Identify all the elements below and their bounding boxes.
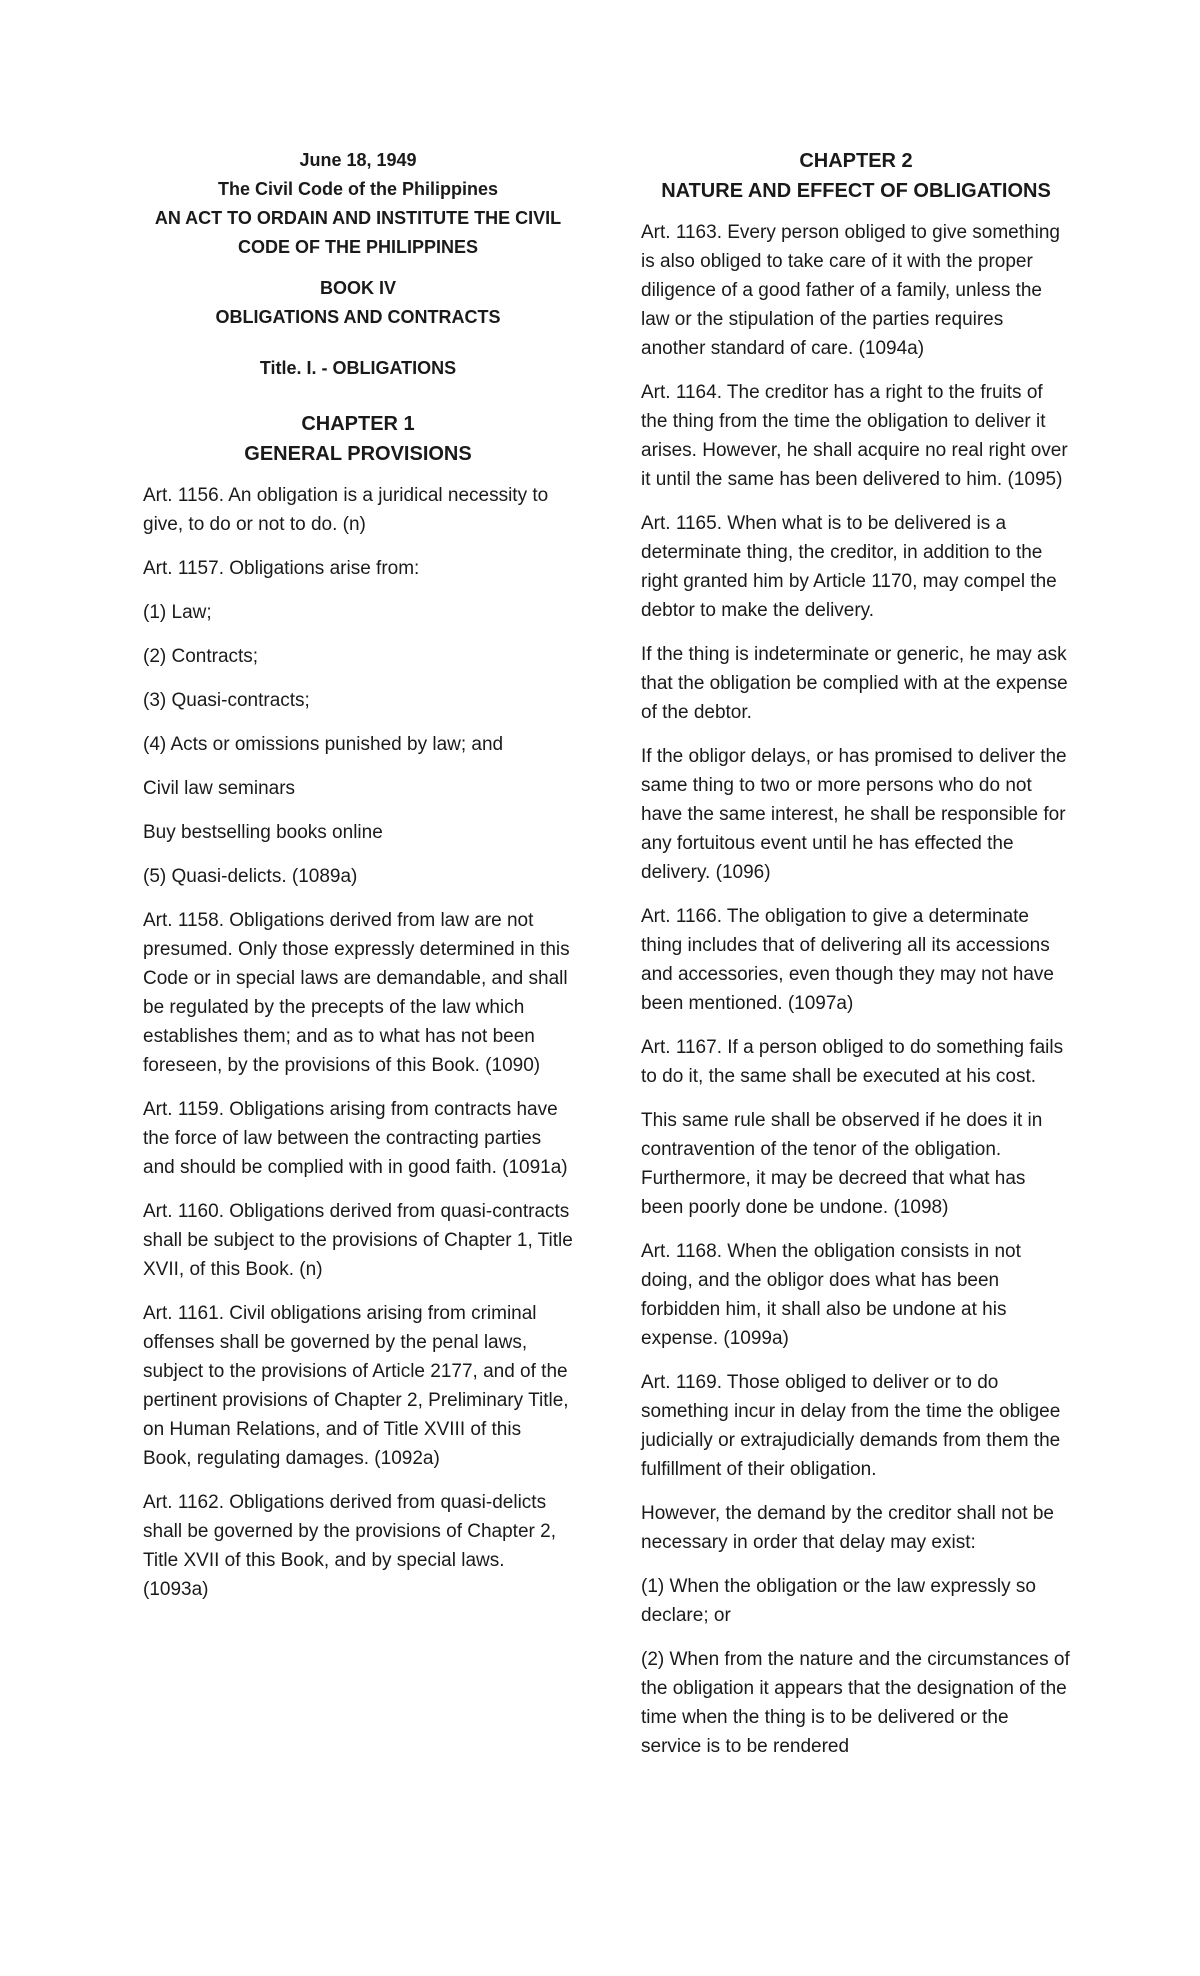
title-heading: Title. I. - OBLIGATIONS — [259, 358, 457, 378]
book-title: OBLIGATIONS AND CONTRACTS — [215, 307, 501, 327]
document-date: June 18, 1949 — [299, 150, 417, 170]
book-number: BOOK IV — [319, 278, 396, 298]
list-item: (1) Law; — [143, 602, 212, 623]
list-item: (4) Acts or omissions punished by law; and — [143, 734, 504, 755]
article-paragraph: If the obligor delays, or has promised to deliver the same thing to two or more persons who do not have the same interest, he shall be responsible for any fortuitous event until he has effected the delivery. (1096) — [641, 746, 1067, 883]
article-paragraph: Art. 1159. Obligations arising from contracts have the force of law between the contracting parties and should be complied with in good faith. (1091a) — [143, 1099, 568, 1178]
article-paragraph: Art. 1164. The creditor has a right to the fruits of the thing from the time the obligation to deliver it arises. However, he shall acquire no real right over it until the same has been delivered to him. (1095) — [641, 382, 1068, 490]
chapter-number: CHAPTER 1 — [301, 413, 415, 435]
article-paragraph: Art. 1161. Civil obligations arising from criminal offenses shall be governed by the penal laws, subject to the provisions of Article 2177, and of the pertinent provisions of Chapter 2, Preliminary Title, on Human Relations, and of Title XVIII of this Book, regulating damages. (1092a) — [143, 1303, 569, 1469]
article-paragraph: Art. 1157. Obligations arise from: — [143, 558, 420, 579]
list-item: (2) Contracts; — [143, 646, 259, 667]
list-item: (5) Quasi-delicts. (1089a) — [143, 866, 358, 887]
article-paragraph: Art. 1156. An obligation is a juridical necessity to give, to do or not to do. (n) — [143, 485, 549, 535]
inline-ad-text: Buy bestselling books online — [143, 822, 383, 843]
chapter-number: CHAPTER 2 — [799, 150, 913, 172]
list-item: (1) When the obligation or the law expressly so declare; or — [641, 1576, 1036, 1626]
article-paragraph: This same rule shall be observed if he does it in contravention of the tenor of the obligation. Furthermore, it may be decreed that what has been poorly done be undone. (1098) — [641, 1110, 1043, 1218]
article-paragraph: Art. 1166. The obligation to give a determinate thing includes that of delivering all its accessions and accessories, even though they may not have been mentioned. (1097a) — [641, 906, 1054, 1014]
list-item: (2) When from the nature and the circumstances of the obligation it appears that the designation of the time when the thing is to be delivered or the service is to be rendered — [641, 1649, 1070, 1757]
article-paragraph: Art. 1169. Those obliged to deliver or to do something incur in delay from the time the obligee judicially or extrajudicially demands from them the fulfillment of their obligation. — [641, 1372, 1061, 1480]
article-paragraph: However, the demand by the creditor shall not be necessary in order that delay may exist: — [641, 1503, 1054, 1553]
left-column — [143, 146, 573, 1619]
act-title-line-1: AN ACT TO ORDAIN AND INSTITUTE THE CIVIL — [154, 208, 562, 228]
code-title: The Civil Code of the Philippines — [217, 179, 499, 199]
list-item: (3) Quasi-contracts; — [143, 690, 310, 711]
right-column — [641, 146, 1071, 1776]
act-title-line-2: CODE OF THE PHILIPPINES — [237, 237, 479, 257]
chapter-title: GENERAL PROVISIONS — [244, 443, 472, 465]
article-paragraph: Art. 1167. If a person obliged to do something fails to do it, the same shall be executed at his cost. — [641, 1037, 1064, 1087]
article-paragraph: Art. 1160. Obligations derived from quasi-contracts shall be subject to the provisions of Chapter 1, Title XVII, of this Book. (n) — [143, 1201, 573, 1280]
article-paragraph: Art. 1165. When what is to be delivered is a determinate thing, the creditor, in addition to the right granted him by Article 1170, may compel the debtor to make the delivery. — [641, 513, 1057, 621]
article-paragraph: Art. 1162. Obligations derived from quasi-delicts shall be governed by the provisions of Chapter 2, Title XVII of this Book, and by special laws. (1093a) — [143, 1492, 556, 1600]
inline-ad-text: Civil law seminars — [143, 778, 296, 799]
article-paragraph: Art. 1158. Obligations derived from law are not presumed. Only those expressly determined in this Code or in special laws are demandable, and shall be regulated by the precepts of the law which establishes them; and as to what has not been foreseen, by the provisions of this Book. (1090) — [143, 910, 570, 1076]
chapter-title: NATURE AND EFFECT OF OBLIGATIONS — [661, 180, 1051, 202]
article-paragraph: If the thing is indeterminate or generic, he may ask that the obligation be complied with at the expense of the debtor. — [641, 644, 1068, 723]
article-paragraph: Art. 1168. When the obligation consists in not doing, and the obligor does what has been forbidden him, it shall also be undone at his expense. (1099a) — [641, 1241, 1021, 1349]
article-paragraph: Art. 1163. Every person obliged to give something is also obliged to take care of it with the proper diligence of a good father of a family, unless the law or the stipulation of the parties requires another standard of care. (1094a) — [641, 222, 1060, 359]
